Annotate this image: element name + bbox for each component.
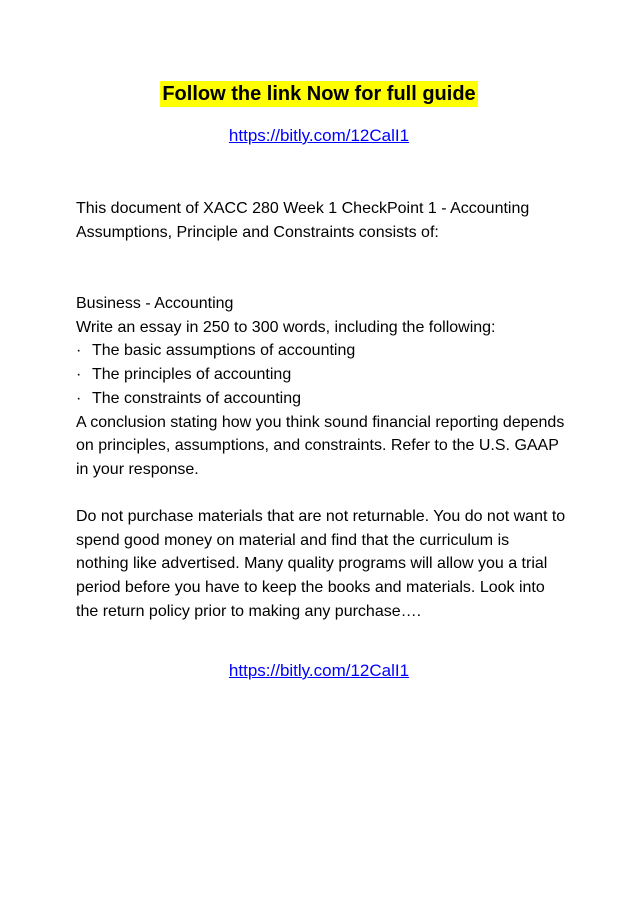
bottom-link-line (0, 660, 638, 682)
top-link-line (0, 125, 638, 147)
headline: Follow the link Now for full guide (162, 83, 476, 105)
course-line: Business - Accounting (76, 295, 234, 312)
task-section (76, 292, 566, 482)
bullet-item-principles (76, 363, 566, 387)
advice-paragraph (76, 505, 566, 624)
headline-container (0, 81, 638, 107)
top-guide-link[interactable]: https://bitly.com/12CalI1 (228, 126, 410, 145)
instruction-line: Write an essay in 250 to 300 words, including the following: (76, 318, 496, 336)
bullet-item-assumptions (76, 339, 566, 363)
advice-text: Do not purchase materials that are not returnable. You do not want to spend good money on material and find that the curriculum is nothing like advertised. Many quality programs will allow you a trial period before you have to keep the books and materials. Look into the return policy prior to making any purchase…. (76, 508, 566, 620)
bullet-item-constraints (76, 387, 566, 411)
bullet-text: The principles of accounting (92, 366, 292, 384)
bullet-text: The constraints of accounting (92, 389, 302, 407)
bottom-guide-link[interactable]: https://bitly.com/12CalI1 (228, 661, 410, 680)
bullet-mark: · (76, 366, 82, 384)
bullet-mark: · (76, 342, 82, 360)
intro-text: This document of XACC 280 Week 1 CheckPoint 1 - Accounting Assumptions, Principle and Constraints consists of: (76, 200, 530, 241)
bullet-text: The basic assumptions of accounting (92, 342, 356, 360)
intro-paragraph (76, 197, 566, 244)
conclusion-text: A conclusion stating how you think sound financial reporting depends on principles, assumptions, and constraints. Refer to the U.S. GAAP in your response. (76, 413, 565, 478)
bullet-mark: · (76, 389, 82, 407)
